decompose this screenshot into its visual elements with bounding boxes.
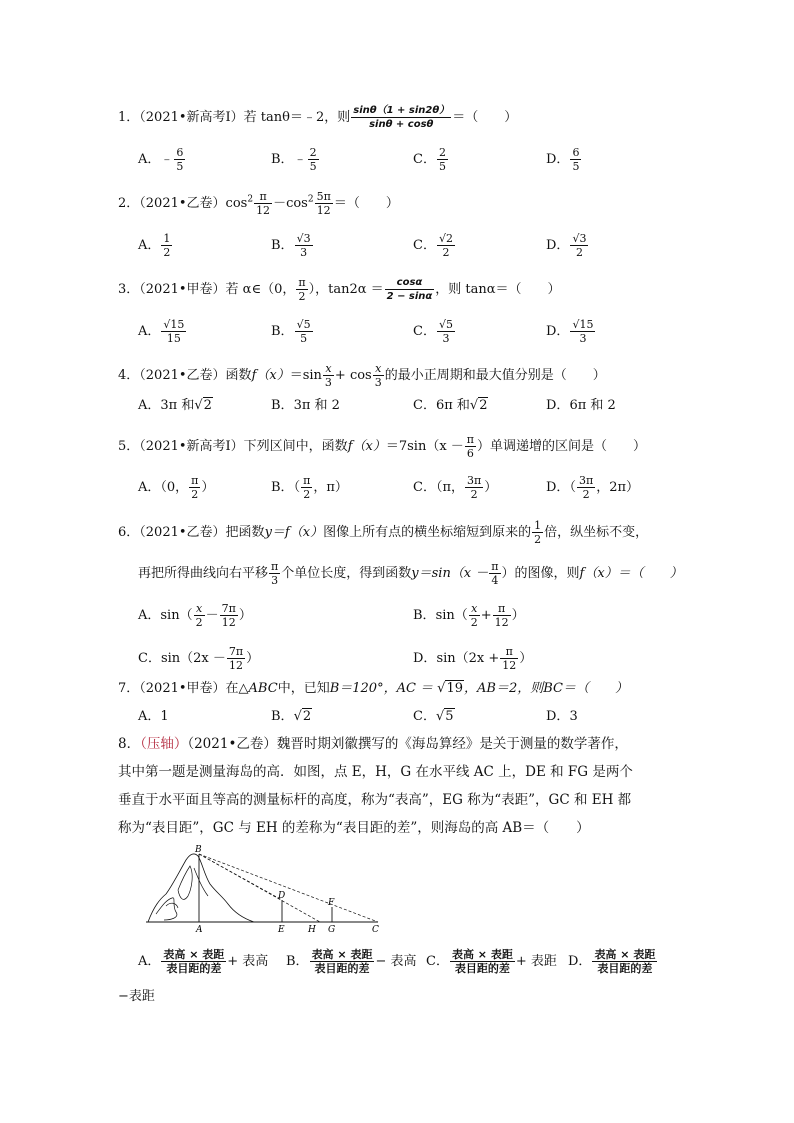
q2-option-d[interactable]: D． $\frac{√3}{2}$ — [546, 232, 587, 259]
q8-option-d[interactable]: D． $\frac{\text{表高 × 表距}}{\text{表目距的差}}$ — [568, 948, 656, 975]
fig-label-h: H — [308, 925, 316, 934]
q3-option-c[interactable]: C． $\frac{√5}{3}$ — [413, 318, 453, 345]
q4-option-d[interactable]: D．6π 和 2 — [546, 398, 616, 413]
q5-stem: 5．（2021•新高考Ⅰ）下列区间中，函数f（x）＝7sin（x － $\frac{\pi}{6}$ ）单调递增的区间是（ ） — [118, 433, 647, 460]
q3-option-d[interactable]: D． $\frac{√15}{3}$ — [546, 318, 594, 345]
q4-option-b[interactable]: B．3π 和 2 — [271, 398, 340, 413]
q8-option-d-tail: −表距 — [118, 989, 155, 1004]
q2-option-a[interactable]: A． $\frac{1}{2}$ — [138, 232, 171, 259]
q3-option-a[interactable]: A． $\frac{√15}{15}$ — [138, 318, 185, 345]
q1-option-a[interactable]: A．﹣ $\frac{6}{5}$ — [138, 146, 184, 173]
fig-label-a: A — [196, 925, 203, 934]
q3-stem: 3．（2021•甲卷）若 α∈（0， $\frac{\pi}{2}$ ），tan2α ＝ $\frac{\cos\alpha}{2 - \sin\alpha}$ ，则 tanα＝（ ） — [118, 276, 561, 303]
q5-option-a[interactable]: A．（0， $\frac{\pi}{2}$ ） — [138, 474, 215, 501]
q3-option-b[interactable]: B． $\frac{√5}{5}$ — [271, 318, 311, 345]
q8-option-b[interactable]: B． $\frac{\text{表高 × 表距}}{\text{表目距的差}}$ − 表高 — [286, 948, 417, 975]
q7-option-a[interactable]: A．1 — [138, 709, 169, 724]
q7-option-d[interactable]: D．3 — [546, 709, 578, 724]
fig-label-f: F — [328, 898, 335, 908]
q8-option-c[interactable]: C． $\frac{\text{表高 × 表距}}{\text{表目距的差}}$ + 表距 — [426, 948, 557, 975]
q6-stem-line2: 再把所得曲线向右平移 $\frac{\pi}{3}$ 个单位长度，得到函数y＝sin（x － $\frac{\pi}{4}$ ）的图像，则f（x）＝（ ） — [138, 560, 683, 587]
fig-label-c: C — [372, 925, 379, 934]
q1-option-b[interactable]: B．﹣ $\frac{2}{5}$ — [271, 146, 317, 173]
fig-label-e: E — [278, 925, 285, 934]
q8-stem: 8．（压轴）（2021•乙卷）魏晋时期刘徽撰写的《海岛算经》是关于测量的数学著作，其中第一题是测量海岛的高．如图，点 E，H，G 在水平线 AC 上，DE 和 FG 是两个垂直于水平面且等高的测量标杆的高度，称为“表高”，EG 称为“表距”，GC 和 EH 都称为“表目距”，GC 与 EH 的差称为“表目距的差”，则海岛的高 AB＝（ ） — [118, 736, 633, 836]
q2-option-c[interactable]: C． $\frac{√2}{2}$ — [413, 232, 453, 259]
q5-option-b[interactable]: B．（ $\frac{\pi}{2}$ ，π） — [271, 474, 348, 501]
q4-stem: 4．（2021•乙卷）函数f（x）＝sin $\frac{x}{3}$ + cos $\frac{x}{3}$ 的最小正周期和最大值分别是（ ） — [118, 362, 606, 389]
q2-option-b[interactable]: B． $\frac{√3}{3}$ — [271, 232, 311, 259]
q7-option-c[interactable]: C．√5 — [413, 709, 454, 724]
q1-stem: 1．（2021•新高考Ⅰ）若 tanθ＝﹣2，则 $\frac{\sin\theta(1 + \sin 2\theta)}{\sin\theta + \cos\theta}$ ＝（ ） — [118, 105, 518, 130]
q1-fraction: $\frac{\sin\theta(1 + \sin 2\theta)}{\sin\theta + \cos\theta}$ — [353, 105, 450, 130]
q7-stem: 7．（2021•甲卷）在△ABC中，已知B＝120°，AC ＝ √19，AB＝2，则BC＝（ ） — [118, 681, 628, 696]
q8-island-figure — [142, 844, 392, 934]
q5-option-d[interactable]: D．（ $\frac{3\pi}{2}$ ，2π） — [546, 474, 640, 501]
q5-option-c[interactable]: C．（π， $\frac{3\pi}{2}$ ） — [413, 474, 498, 501]
fig-label-b: B — [195, 845, 202, 855]
fig-label-g: G — [328, 925, 336, 934]
q6-stem-line1: 6．（2021•乙卷）把函数y＝f（x）图像上所有点的横坐标缩短到原来的 $\frac{1}{2}$ 倍，纵坐标不变， — [118, 519, 649, 546]
q6-option-d[interactable]: D．sin（2x + $\frac{\pi}{12}$ ） — [413, 645, 533, 672]
q4-option-c[interactable]: C．6π 和√2 — [413, 398, 488, 413]
q1-option-c[interactable]: C． $\frac{2}{5}$ — [413, 146, 446, 173]
q6-option-b[interactable]: B．sin（ $\frac{x}{2}$ + $\frac{\pi}{12}$ ） — [413, 602, 525, 629]
q8-option-a[interactable]: A． $\frac{\text{表高 × 表距}}{\text{表目距的差}}$ + 表高 — [138, 948, 269, 975]
q2-stem: 2．（2021•乙卷）$\cos^2$ $\frac{\pi}{12}$ $-\cos^2$ $\frac{5\pi}{12}$ ＝（ ） — [118, 190, 399, 217]
q1-option-d[interactable]: D． $\frac{6}{5}$ — [546, 146, 580, 173]
q6-option-c[interactable]: C．sin（2x － $\frac{7\pi}{12}$ ） — [138, 645, 260, 672]
q7-option-b[interactable]: B．√2 — [271, 709, 312, 724]
q6-option-a[interactable]: A．sin（ $\frac{x}{2}$ － $\frac{7\pi}{12}$ ） — [138, 602, 252, 629]
q4-option-a[interactable]: A．3π 和√2 — [138, 398, 212, 413]
fig-label-d: D — [278, 891, 286, 901]
q8-tag: （压轴） — [140, 736, 188, 752]
